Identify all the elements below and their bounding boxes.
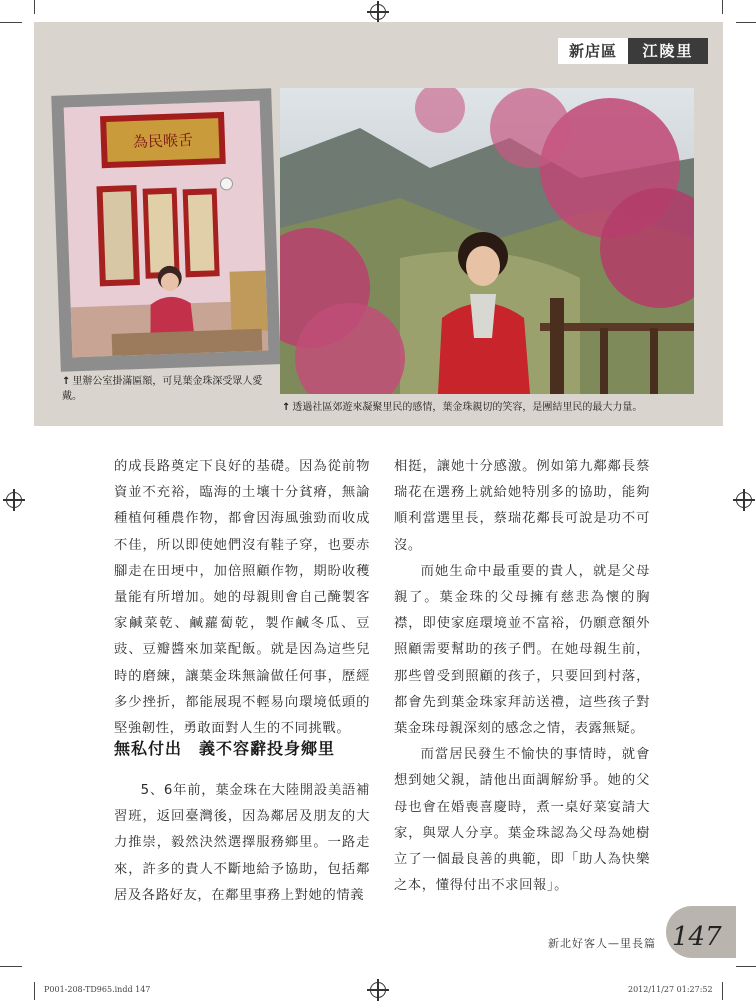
registration-mark-icon [6, 492, 22, 508]
crop-mark [736, 966, 756, 967]
body-paragraph: 5、6年前，葉金珠在大陸開設美語補習班，返回臺灣後，因為鄰居及朋友的大力推崇，毅然決然選擇服務鄉里。一路走來，許多的貴人不斷地給予協助，包括鄰居及各路好友，在鄰里事務上對她的情義 [114, 783, 370, 903]
crop-mark [34, 982, 35, 1000]
body-paragraph: 而當居民發生不愉快的事情時，就會想到她父親，請他出面調解紛爭。她的父母也會在婚喪喜慶時，煮一桌好菜宴請大家，與眾人分享。葉金珠認為父母為她樹立了一個最良善的典範，即「助人為快樂之本，懂得付出不求回報」。 [394, 747, 650, 894]
left-caption-text: 里辦公室掛滿匾額，可見葉金珠深受眾人愛戴。 [62, 376, 263, 402]
slug-timestamp: 2012/11/27 01:27:52 [628, 985, 713, 994]
crop-mark [722, 982, 723, 1000]
outing-photo [280, 88, 694, 394]
office-illustration [64, 101, 269, 358]
book-title: 新北好客人—里長篇 [548, 937, 656, 950]
page-number: 147 [672, 922, 722, 952]
crop-mark [0, 22, 22, 23]
body-paragraph: 的成長路奠定下良好的基礎。因為從前物資並不充裕，臨海的土壤十分貧瘠，無論種植何種農作物，都會因海風強勁而收成不佳，所以即使她們沒有鞋子穿，也要赤腳走在田埂中，加倍照顧作物，期盼收穫量能有所增加。她的母親則會自己醃製客家鹹菜乾、鹹蘿蔔乾，製作鹹冬瓜、豆豉、豆瓣醬來加菜配飯。就是因為這些兒時的磨練，讓葉金珠無論做任何事，歷經多少挫折，都能展現不輕易向環境低頭的堅強韌性，勇敢面對人生的不同挑戰。 [114, 459, 370, 737]
left-photo-caption [62, 374, 278, 404]
svg-text:為民喉舌: 為民喉舌 [132, 131, 194, 152]
crop-mark [0, 966, 22, 967]
village-label: 江陵里 [628, 38, 708, 64]
slug-filename: P001-208-TD965.indd 147 [44, 985, 151, 994]
body-paragraph: 而她生命中最重要的貴人，就是父母親了。葉金珠的父母擁有慈悲為懷的胸襟，即使家庭環境並不富裕，仍願意額外照顧需要幫助的孩子們。在她母親生前，那些曾受到照顧的孩子，只要回到村落，都會先到葉金珠家拜訪送禮，這些孩子對葉金珠母親深刻的感念之情，表露無疑。 [394, 563, 650, 737]
caption-arrow-icon: ↑ [282, 402, 291, 413]
body-paragraph: 相挺，讓她十分感激。例如第九鄰鄰長蔡瑞花在選務上就給她特別多的協助，能夠順利當選里長，蔡瑞花鄰長可說是功不可沒。 [394, 459, 650, 553]
section-heading: 無私付出 義不容辭投身鄉里 [114, 739, 336, 758]
crop-mark [722, 0, 723, 14]
right-photo-caption [282, 400, 702, 415]
crop-mark [736, 22, 756, 23]
caption-arrow-icon: ↑ [62, 376, 71, 387]
crop-mark [34, 0, 35, 14]
office-photo [64, 101, 269, 358]
registration-mark-icon [370, 982, 386, 998]
registration-mark-icon [736, 492, 752, 508]
left-column-lower [114, 778, 370, 909]
outing-illustration [280, 88, 694, 394]
registration-mark-icon [370, 4, 386, 20]
left-column [114, 454, 370, 742]
district-label: 新店區 [558, 38, 628, 64]
right-caption-text: 透過社區郊遊來凝聚里民的感情，葉金珠親切的笑容，是團結里民的最大力量。 [292, 402, 643, 413]
right-column [394, 454, 650, 899]
